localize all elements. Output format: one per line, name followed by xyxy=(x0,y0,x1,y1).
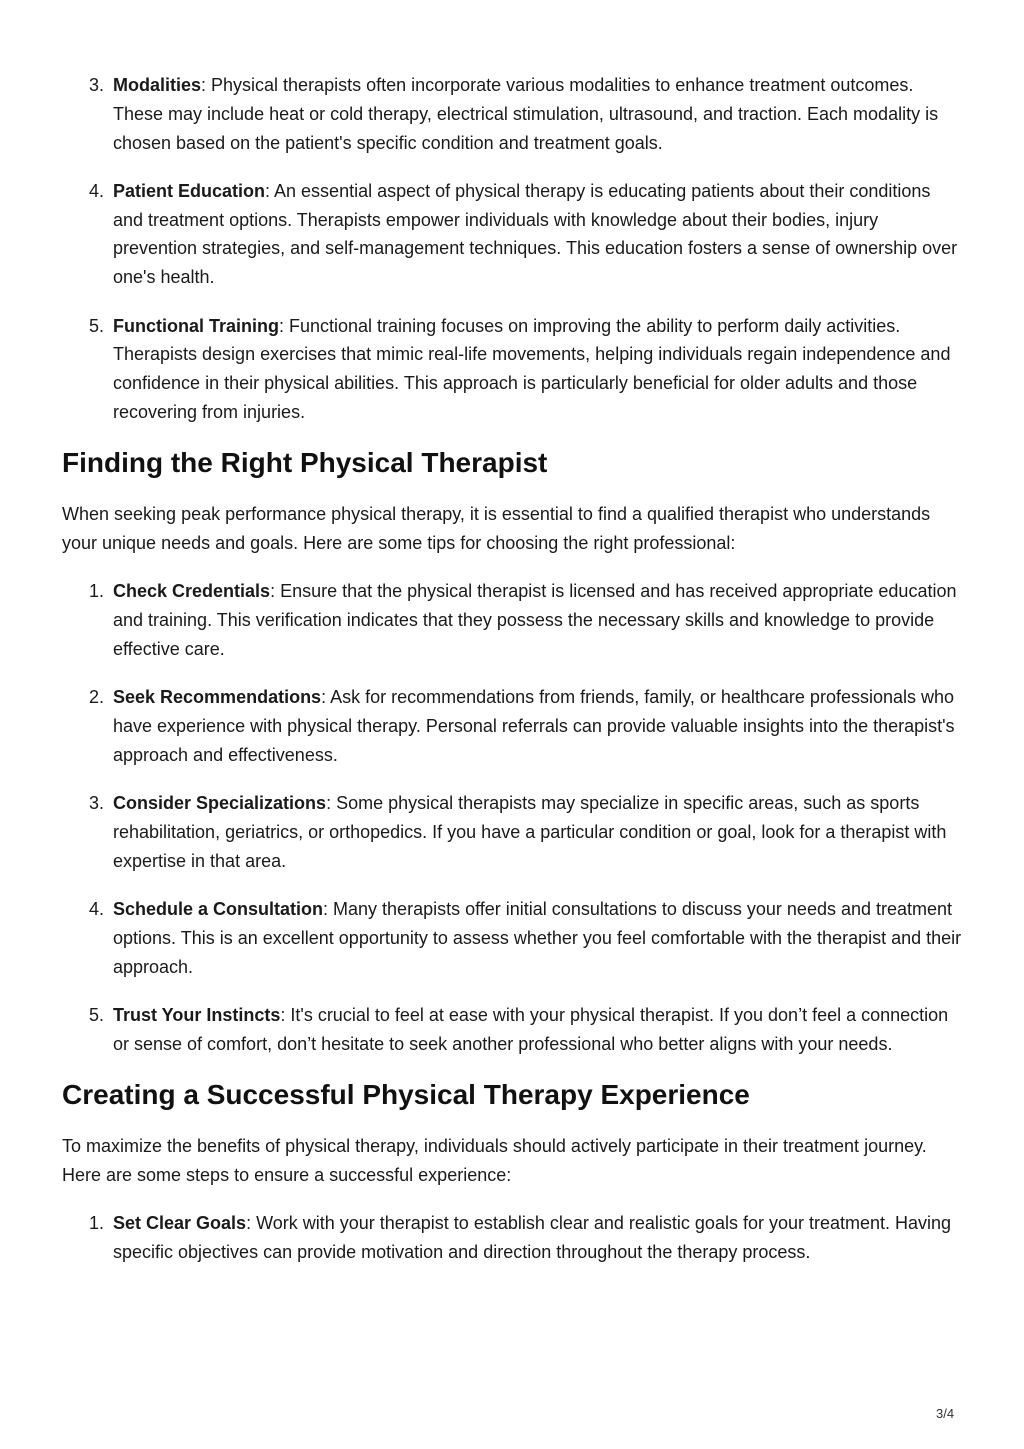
document-page xyxy=(62,71,962,1286)
list-item-schedule-consultation: 4. Schedule a Consultation: Many therapists offer initial consultations to discuss your needs and treatment options. This is an excellent opportunity to assess whether you feel comfortable with the therapist and their approach. xyxy=(89,899,962,977)
item-title: Modalities xyxy=(113,75,202,95)
page-number: 3/4 xyxy=(936,1406,955,1421)
item-text: : Many therapists offer initial consultations to discuss your needs and treatment options. This is an excellent opportunity to assess whether you feel comfortable with the therapist and their approach. xyxy=(113,899,962,977)
section-intro-creating: To maximize the benefits of physical therapy, individuals should actively participate in their treatment journey. Here are some steps to ensure a successful experience: xyxy=(62,1136,927,1185)
item-text: : An essential aspect of physical therapy is educating patients about their conditions and treatment options. Therapists empower individuals with knowledge about their bodies, injury prevention strategies, and self-management techniques. This education fosters a sense of ownership over one's health. xyxy=(113,180,958,288)
item-text: : Ask for recommendations from friends, family, or healthcare professionals who have experience with physical therapy. Personal referrals can provide valuable insights into the therapist's approach and effectiveness. xyxy=(113,687,955,765)
item-title: Check Credentials xyxy=(113,581,271,602)
item-title: Schedule a Consultation xyxy=(113,899,324,920)
list-item-set-clear-goals: 1. Set Clear Goals: Work with your therapist to establish clear and realistic goals for your treatment. Having specific objectives can provide motivation and direction throughout the therapy process. xyxy=(89,1213,952,1262)
item-text: : Physical therapists often incorporate various modalities to enhance treatment outcomes. These may include heat or cold therapy, electrical stimulation, ultrasound, and traction. Each modality is chosen based on the patient's specific condition and treatment goals. xyxy=(113,75,939,153)
list-creating xyxy=(62,1209,962,1267)
item-text: : Work with your therapist to establish clear and realistic goals for your treatment. Having specific objectives can provide motivation and direction throughout the therapy process. xyxy=(113,1213,952,1262)
item-title: Consider Specializations xyxy=(113,793,327,814)
item-title: Functional Training xyxy=(113,315,279,336)
list-top xyxy=(62,71,962,427)
list-item-check-credentials: 1. Check Credentials: Ensure that the physical therapist is licensed and has received appropriate education and training. This verification indicates that they possess the necessary skills and knowledge to provide effective care. xyxy=(89,581,957,659)
item-text: : It's crucial to feel at ease with your physical therapist. If you don’t feel a connection or sense of comfort, don’t hesitate to seek another professional who better aligns with your needs. xyxy=(113,1004,949,1054)
section-intro-finding: When seeking peak performance physical therapy, it is essential to find a qualified therapist who understands your unique needs and goals. Here are some tips for choosing the right professional: xyxy=(62,504,931,554)
list-item-trust-instincts: 5. Trust Your Instincts: It's crucial to feel at ease with your physical therapist. If you don’t feel a connection or sense of comfort, don’t hesitate to seek another professional who better aligns with your needs. xyxy=(89,1004,949,1054)
item-title: Set Clear Goals xyxy=(113,1213,247,1234)
item-text: : Some physical therapists may specialize in specific areas, such as sports rehabilitation, geriatrics, or orthopedics. If you have a particular condition or goal, look for a therapist with expertise in that area. xyxy=(113,793,947,871)
section-heading-finding: Finding the Right Physical Therapist xyxy=(62,447,548,479)
list-item-functional-training: 5. Functional Training: Functional training focuses on improving the ability to perform daily activities. Therapists design exercises that mimic real-life movements, helping individuals regain independence and confidence in their physical abilities. This approach is particularly beneficial for older adults and those recovering from injuries. xyxy=(89,315,951,422)
list-item-patient-education: 4. Patient Education: An essential aspect of physical therapy is educating patients about their conditions and treatment options. Therapists empower individuals with knowledge about their bodies, injury prevention strategies, and self-management techniques. This education fosters a sense of ownership over one's health. xyxy=(89,180,958,288)
section-heading-creating: Creating a Successful Physical Therapy Experience xyxy=(62,1079,750,1111)
item-title: Trust Your Instincts xyxy=(113,1004,281,1025)
list-finding xyxy=(62,577,962,1058)
item-text: : Ensure that the physical therapist is licensed and has received appropriate education and training. This verification indicates that they possess the necessary skills and knowledge to provide effective care. xyxy=(113,581,957,659)
list-item-consider-specializations: 3. Consider Specializations: Some physical therapists may specialize in specific areas, such as sports rehabilitation, geriatrics, or orthopedics. If you have a particular condition or goal, look for a therapist with expertise in that area. xyxy=(89,793,947,871)
item-text: : Functional training focuses on improving the ability to perform daily activities. Therapists design exercises that mimic real-life movements, helping individuals regain independence and confidence in their physical abilities. This approach is particularly beneficial for older adults and those recovering from injuries. xyxy=(113,315,951,422)
item-title: Seek Recommendations xyxy=(113,687,322,708)
list-item-modalities: 3. Modalities: Physical therapists often incorporate various modalities to enhance treatment outcomes. These may include heat or cold therapy, electrical stimulation, ultrasound, and traction. Each modality is chosen based on the patient's specific condition and treatment goals. xyxy=(89,75,939,153)
list-item-seek-recommendations: 2. Seek Recommendations: Ask for recommendations from friends, family, or healthcare professionals who have experience with physical therapy. Personal referrals can provide valuable insights into the therapist's approach and effectiveness. xyxy=(89,687,955,765)
item-title: Patient Education xyxy=(113,180,266,201)
